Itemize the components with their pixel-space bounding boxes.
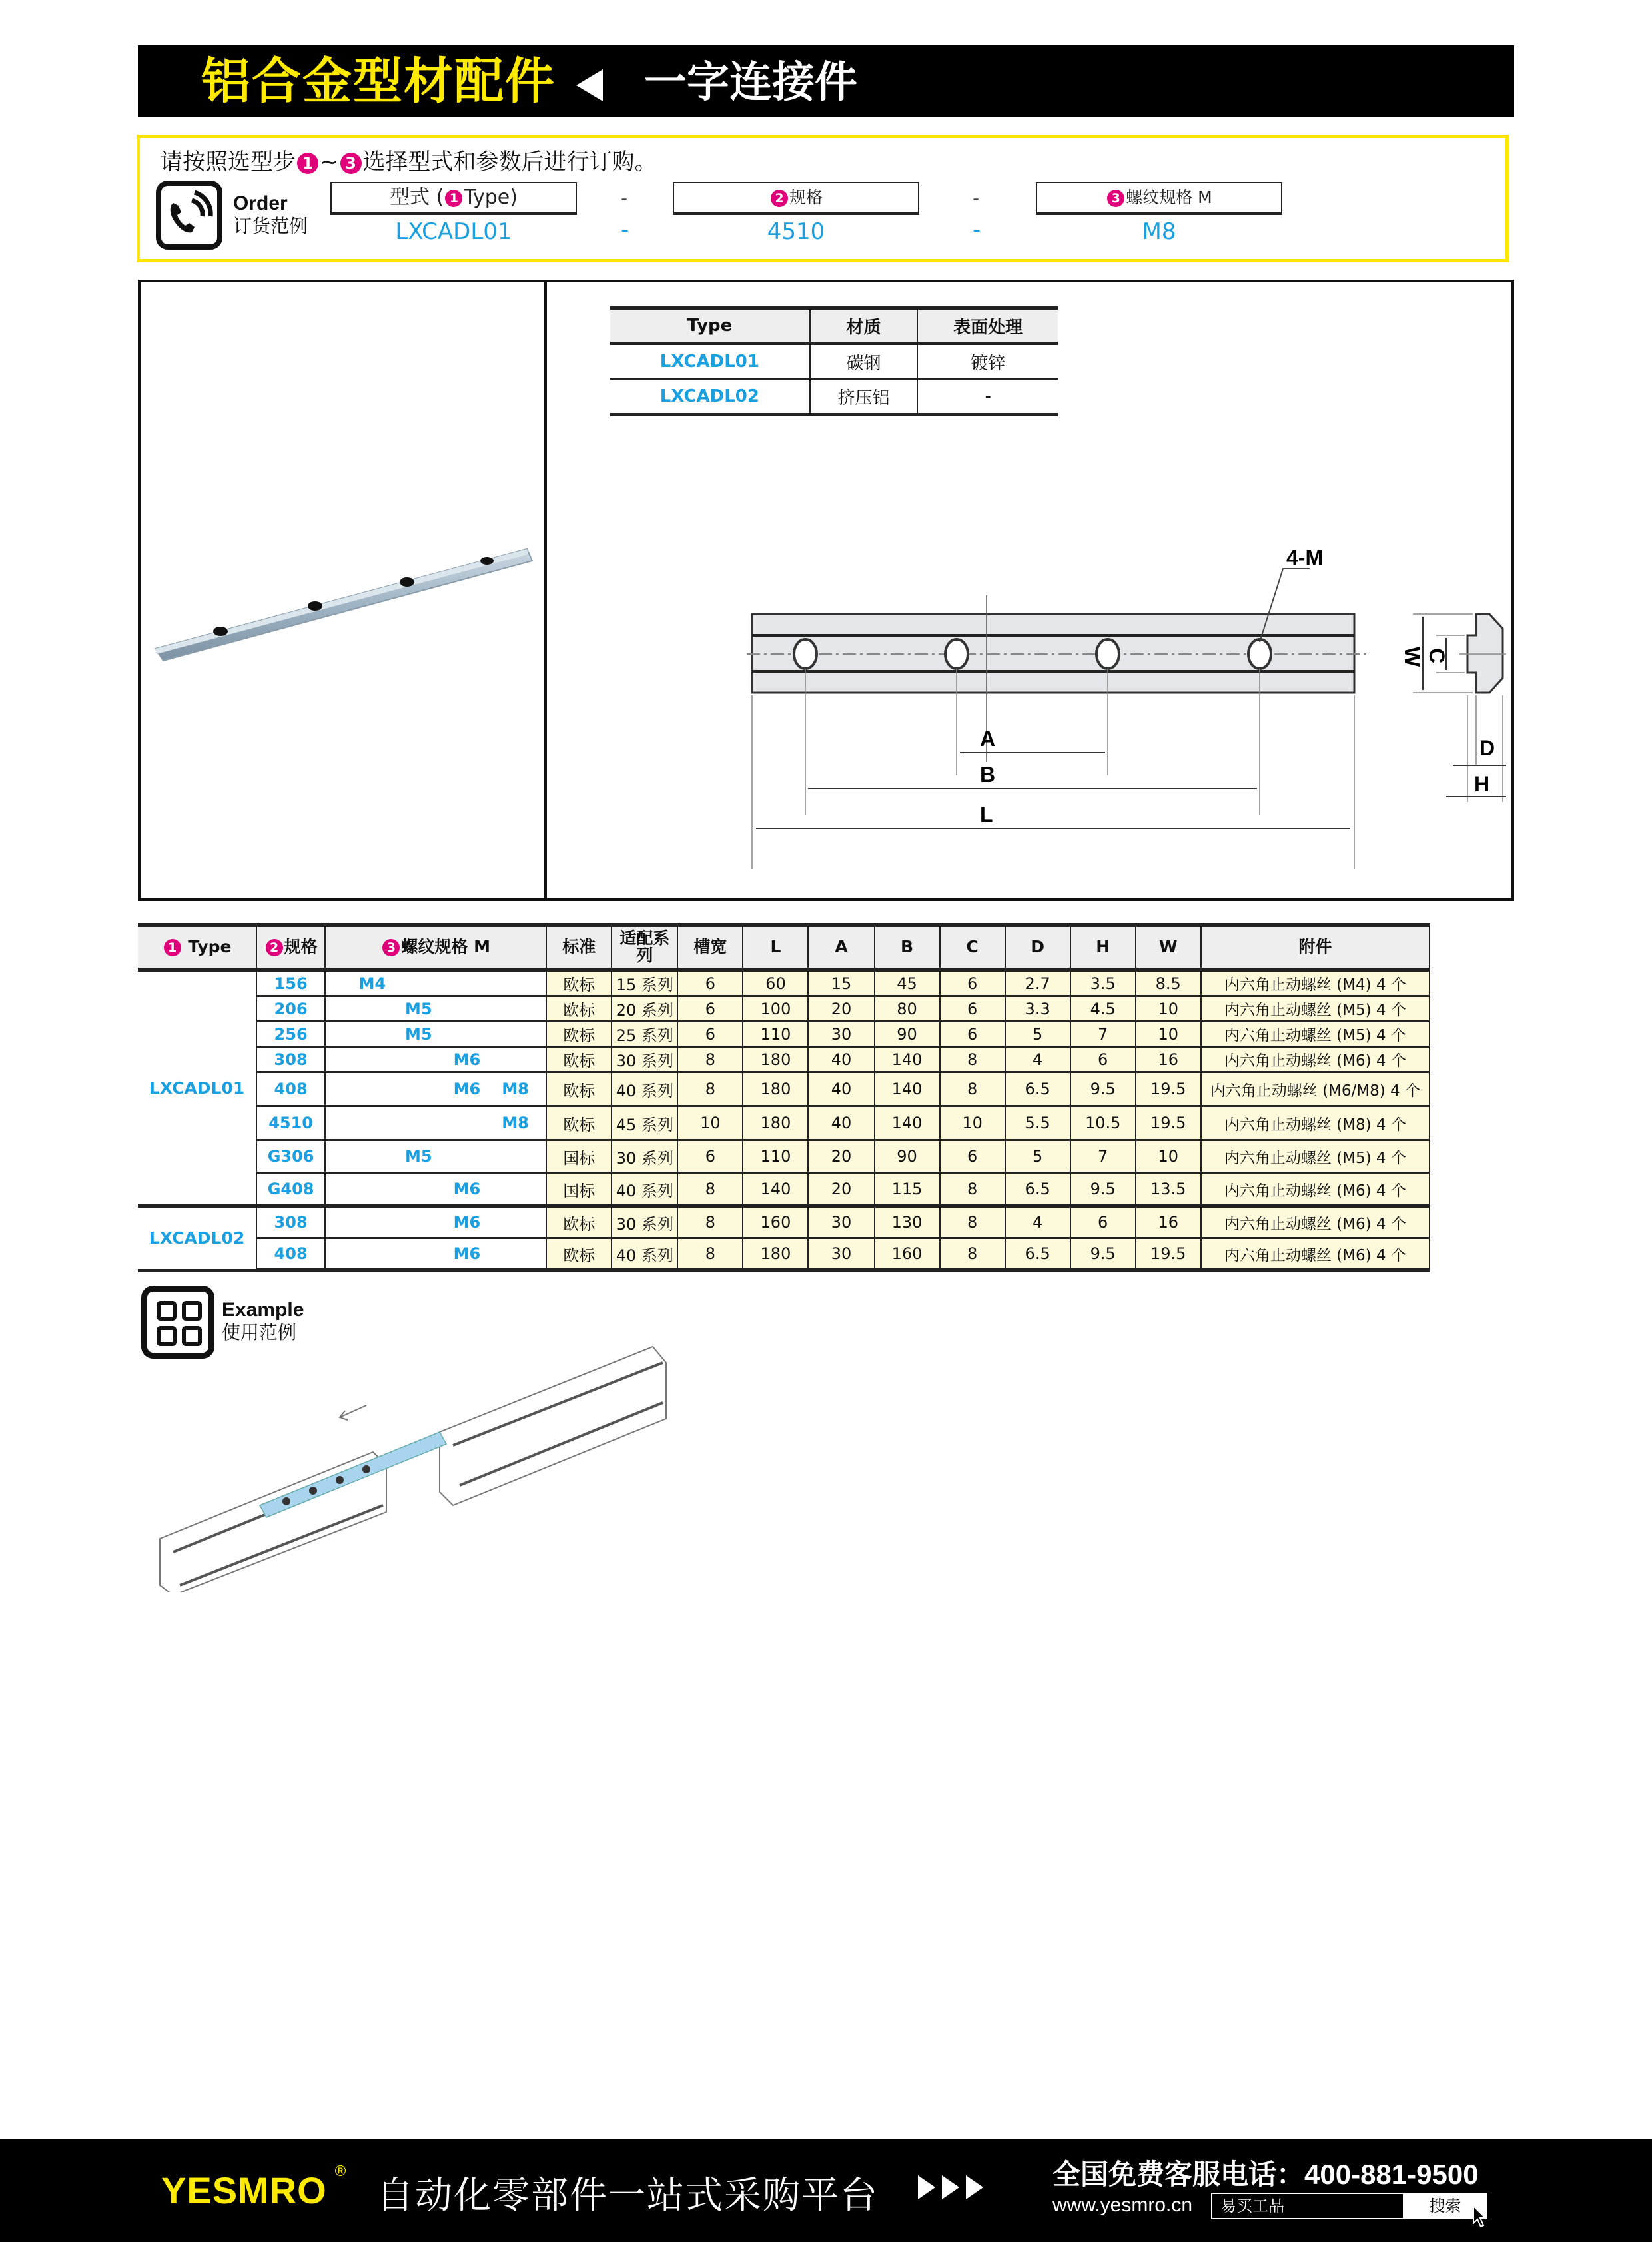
step-3-badge: 3 [340, 153, 362, 174]
A-cell: 40 [808, 1047, 874, 1072]
H-cell: 6 [1070, 1047, 1136, 1072]
C-cell: 8 [940, 1206, 1005, 1238]
thread-cell [325, 1072, 546, 1106]
cursor-icon [1472, 2205, 1488, 2229]
field-label-text: 规格 [789, 188, 823, 207]
step-1-badge: 1 [297, 153, 318, 174]
W-cell: 10 [1136, 996, 1201, 1022]
brand-logo[interactable]: YESMRO [161, 2169, 327, 2211]
W-cell: 8.5 [1136, 970, 1201, 996]
slot-cell: 6 [677, 1140, 743, 1173]
H-cell: 4.5 [1070, 996, 1136, 1022]
A-cell: 30 [808, 1022, 874, 1047]
A-cell: 30 [808, 1238, 874, 1271]
table-row [138, 1106, 1430, 1140]
thread-options [326, 1107, 546, 1139]
standard-cell: 欧标 [546, 1022, 612, 1047]
col-header-accessory: 附件 [1201, 925, 1430, 970]
table-row [138, 1238, 1430, 1271]
H-cell: 9.5 [1070, 1072, 1136, 1106]
hotline-number[interactable]: 400-881-9500 [1304, 2159, 1479, 2190]
example-label-en: Example [222, 1299, 304, 1321]
slot-cell: 8 [677, 1206, 743, 1238]
L-cell: 100 [743, 996, 808, 1022]
thread-options [326, 1023, 546, 1046]
type-cell: LXCADL01 [138, 970, 256, 1206]
W-cell: 16 [1136, 1047, 1201, 1072]
panel-divider [544, 282, 547, 898]
B-cell: 80 [875, 996, 940, 1022]
size-cell: 408 [256, 1238, 325, 1271]
C-cell: 10 [940, 1106, 1005, 1140]
hole [480, 557, 494, 565]
accessory-cell: 内六角止动螺丝 (M4) 4 个 [1201, 970, 1430, 996]
header-text: 螺纹规格 M [401, 936, 490, 956]
W-cell: 19.5 [1136, 1238, 1201, 1271]
slogan: 自动化零部件一站式采购平台 [376, 2174, 879, 2217]
standard-cell: 欧标 [546, 1106, 612, 1140]
H-cell: 3.5 [1070, 970, 1136, 996]
table-row [138, 996, 1430, 1022]
L-cell: 60 [743, 970, 808, 996]
thread-value: M6 [453, 1244, 481, 1263]
table-row [138, 1140, 1430, 1173]
thread-value: M5 [404, 999, 432, 1018]
col-header-w: W [1136, 925, 1201, 970]
material-table [610, 306, 1058, 416]
col-header-size [256, 925, 325, 970]
separator: - [621, 187, 628, 209]
header-text: 规格 [284, 936, 318, 956]
play-triangle-icon [966, 2175, 983, 2199]
D-cell: 5.5 [1005, 1106, 1070, 1140]
size-cell: 206 [256, 996, 325, 1022]
L-cell: 180 [743, 1238, 808, 1271]
thread-cell [325, 996, 546, 1022]
H-cell: 10.5 [1070, 1106, 1136, 1140]
size-cell: 156 [256, 970, 325, 996]
thread-cell [325, 1238, 546, 1271]
W-cell: 19.5 [1136, 1106, 1201, 1140]
thread-field-label [1036, 182, 1282, 215]
hole [1096, 639, 1119, 669]
step-2-badge: 2 [771, 190, 788, 207]
A-cell: 20 [808, 1173, 874, 1206]
cross-section [1467, 614, 1503, 693]
series-cell: 40 系列 [612, 1238, 677, 1271]
series-cell: 30 系列 [612, 1047, 677, 1072]
thread-cell [325, 1173, 546, 1206]
W-cell: 13.5 [1136, 1173, 1201, 1206]
table-row [610, 379, 1058, 415]
slot-cell: 6 [677, 970, 743, 996]
A-cell: 15 [808, 970, 874, 996]
D-cell: 4 [1005, 1206, 1070, 1238]
thread-options [326, 1208, 546, 1237]
thread-value: M8 [1142, 218, 1176, 245]
W-cell: 10 [1136, 1022, 1201, 1047]
A-cell: 40 [808, 1106, 874, 1140]
order-example-box [137, 135, 1509, 262]
L-cell: 180 [743, 1072, 808, 1106]
order-instruction [160, 147, 657, 177]
slot-cell: 10 [677, 1106, 743, 1140]
thread-options [326, 998, 546, 1020]
order-label [233, 192, 308, 238]
col-header-thread [325, 925, 546, 970]
table-row [610, 344, 1058, 380]
slot-cell: 6 [677, 1022, 743, 1047]
thread-cell [325, 1140, 546, 1173]
slot-cell: 8 [677, 1173, 743, 1206]
col-header-series: 适配系列 [612, 925, 677, 970]
col-header-l: L [743, 925, 808, 970]
thread-cell [325, 970, 546, 996]
left-triangle-icon [576, 69, 603, 101]
table-row [138, 1173, 1430, 1206]
dim-label-c: C [1425, 648, 1449, 664]
standard-cell: 欧标 [546, 1047, 612, 1072]
series-cell: 25 系列 [612, 1022, 677, 1047]
size-cell: 308 [256, 1206, 325, 1238]
accessory-cell: 内六角止动螺丝 (M5) 4 个 [1201, 1022, 1430, 1047]
step-1-badge: 1 [445, 190, 462, 207]
B-cell: 45 [875, 970, 940, 996]
standard-cell: 国标 [546, 1173, 612, 1206]
thread-value: M6 [453, 1213, 481, 1232]
thread-options [326, 1141, 546, 1172]
thread-value: M5 [404, 1024, 432, 1044]
footer-banner [0, 2139, 1652, 2242]
slot-cell: 8 [677, 1072, 743, 1106]
accessory-cell: 内六角止动螺丝 (M6) 4 个 [1201, 1238, 1430, 1271]
L-cell: 110 [743, 1140, 808, 1173]
W-cell: 19.5 [1136, 1072, 1201, 1106]
table-row [138, 970, 1430, 996]
hole [1248, 639, 1271, 669]
accessory-cell: 内六角止动螺丝 (M5) 4 个 [1201, 1140, 1430, 1173]
step-3-badge: 3 [1107, 190, 1124, 207]
product-photo [147, 482, 540, 682]
A-cell: 40 [808, 1072, 874, 1106]
size-cell: G306 [256, 1140, 325, 1173]
page-header [138, 45, 1514, 117]
series-cell: 45 系列 [612, 1106, 677, 1140]
series-cell: 30 系列 [612, 1140, 677, 1173]
spec-table [138, 923, 1430, 1272]
B-cell: 90 [875, 1022, 940, 1047]
thread-cell [325, 1106, 546, 1140]
thread-value: M6 [453, 1180, 481, 1198]
table-row [138, 1206, 1430, 1238]
D-cell: 6.5 [1005, 1238, 1070, 1271]
accessory-cell: 内六角止动螺丝 (M6) 4 个 [1201, 1206, 1430, 1238]
type-field-label [330, 182, 577, 215]
B-cell: 140 [875, 1047, 940, 1072]
type-value: LXCADL01 [395, 218, 512, 245]
dim-label-h: H [1474, 772, 1490, 796]
B-cell: 160 [875, 1238, 940, 1271]
accessory-cell: 内六角止动螺丝 (M6) 4 个 [1201, 1173, 1430, 1206]
dim-label-b: B [980, 763, 996, 787]
thread-value: M5 [404, 1147, 432, 1166]
series-cell: 20 系列 [612, 996, 677, 1022]
type-cell: LXCADL02 [138, 1206, 256, 1271]
example-label-cn: 使用范例 [222, 1321, 297, 1343]
dim-label-a: A [980, 727, 996, 751]
col-header-b: B [875, 925, 940, 970]
table-row [138, 1072, 1430, 1106]
product-title: 一字连接件 [644, 58, 857, 107]
D-cell: 4 [1005, 1047, 1070, 1072]
standard-cell: 欧标 [546, 996, 612, 1022]
hole [945, 639, 968, 669]
hole [794, 639, 817, 669]
D-cell: 5 [1005, 1022, 1070, 1047]
thread-options [326, 1073, 546, 1105]
C-cell: 6 [940, 996, 1005, 1022]
B-cell: 140 [875, 1072, 940, 1106]
H-cell: 7 [1070, 1022, 1136, 1047]
C-cell: 8 [940, 1173, 1005, 1206]
instruction-text: 请按照选型步 [160, 149, 296, 175]
usage-illustration [147, 1339, 673, 1592]
series-cell: 30 系列 [612, 1206, 677, 1238]
product-panel [138, 280, 1514, 901]
technical-drawing [567, 536, 1506, 895]
series-cell: 40 系列 [612, 1173, 677, 1206]
website-link[interactable]: www.yesmro.cn [1052, 2194, 1193, 2216]
finish-cell: - [917, 379, 1058, 415]
type-cell: LXCADL02 [610, 379, 810, 415]
dim-label-d: D [1479, 736, 1495, 760]
order-label-cn: 订货范例 [233, 215, 308, 237]
step-2-badge: 2 [266, 939, 283, 956]
finish-cell: 镀锌 [917, 344, 1058, 380]
dim-label-w: W [1400, 647, 1424, 667]
standard-cell: 欧标 [546, 970, 612, 996]
B-cell: 140 [875, 1106, 940, 1140]
slot-cell: 6 [677, 996, 743, 1022]
A-cell: 20 [808, 1140, 874, 1173]
H-cell: 7 [1070, 1140, 1136, 1173]
hotline [1052, 2153, 1479, 2193]
size-field-label [673, 182, 919, 215]
material-cell: 挤压铝 [810, 379, 918, 415]
W-cell: 16 [1136, 1206, 1201, 1238]
standard-cell: 欧标 [546, 1072, 612, 1106]
B-cell: 90 [875, 1140, 940, 1173]
thread-options [326, 1239, 546, 1268]
D-cell: 5 [1005, 1140, 1070, 1173]
C-cell: 6 [940, 970, 1005, 996]
accessory-cell: 内六角止动螺丝 (M6) 4 个 [1201, 1047, 1430, 1072]
A-cell: 30 [808, 1206, 874, 1238]
H-cell: 9.5 [1070, 1173, 1136, 1206]
size-cell: 256 [256, 1022, 325, 1047]
size-cell: 308 [256, 1047, 325, 1072]
W-cell: 10 [1136, 1140, 1201, 1173]
registered-mark: ® [333, 2163, 348, 2180]
thread-cell [325, 1022, 546, 1047]
type-cell: LXCADL01 [610, 344, 810, 380]
standard-cell: 国标 [546, 1140, 612, 1173]
D-cell: 2.7 [1005, 970, 1070, 996]
field-label-text: 型式 ( [390, 186, 444, 209]
separator: - [973, 216, 981, 243]
slot-cell: 8 [677, 1047, 743, 1072]
header-text: Type [188, 936, 232, 956]
search-button[interactable]: 搜索 [1403, 2194, 1487, 2218]
category-title: 铝合金型材配件 [201, 53, 556, 110]
table-row [138, 1022, 1430, 1047]
L-cell: 160 [743, 1206, 808, 1238]
standard-cell: 欧标 [546, 1206, 612, 1238]
holes-label: 4-M [1286, 546, 1324, 569]
hole [400, 577, 414, 587]
thread-options [326, 1048, 546, 1071]
D-cell: 6.5 [1005, 1173, 1070, 1206]
L-cell: 140 [743, 1173, 808, 1206]
table-row [138, 1047, 1430, 1072]
thread-value: M8 [502, 1114, 529, 1132]
phone-icon [156, 181, 222, 250]
hole [213, 627, 228, 636]
step-3-badge: 3 [382, 939, 400, 956]
direction-arrow-icon [340, 1405, 366, 1420]
size-cell: G408 [256, 1173, 325, 1206]
separator: - [621, 216, 629, 243]
example-label [222, 1299, 304, 1344]
step-1-badge: 1 [164, 939, 181, 956]
thread-options [326, 972, 546, 995]
col-header-h: H [1070, 925, 1136, 970]
slot-cell: 8 [677, 1238, 743, 1271]
accessory-cell: 内六角止动螺丝 (M6/M8) 4 个 [1201, 1072, 1430, 1106]
col-header: Type [610, 308, 810, 344]
D-cell: 3.3 [1005, 996, 1070, 1022]
thread-value: M4 [358, 974, 386, 993]
separator: - [973, 187, 980, 209]
hole [308, 601, 322, 611]
A-cell: 20 [808, 996, 874, 1022]
B-cell: 115 [875, 1173, 940, 1206]
search-input[interactable]: 易买工品 [1220, 2197, 1284, 2215]
standard-cell: 欧标 [546, 1238, 612, 1271]
size-cell: 4510 [256, 1106, 325, 1140]
size-value: 4510 [767, 218, 825, 245]
col-header-c: C [940, 925, 1005, 970]
accessory-cell: 内六角止动螺丝 (M8) 4 个 [1201, 1106, 1430, 1140]
material-cell: 碳钢 [810, 344, 918, 380]
series-cell: 15 系列 [612, 970, 677, 996]
H-cell: 6 [1070, 1206, 1136, 1238]
thread-options [326, 1174, 546, 1204]
hotline-label: 全国免费客服电话： [1052, 2158, 1305, 2191]
order-label-en: Order [233, 192, 288, 214]
instruction-text: 选择型式和参数后进行订购。 [362, 149, 657, 175]
col-header-standard: 标准 [546, 925, 612, 970]
field-label-text: Type) [464, 186, 518, 209]
dim-label-l: L [980, 803, 993, 827]
C-cell: 8 [940, 1072, 1005, 1106]
play-triangle-icon [918, 2175, 935, 2199]
col-header: 材质 [810, 308, 918, 344]
col-header-type [138, 925, 256, 970]
thread-cell [325, 1047, 546, 1072]
C-cell: 8 [940, 1047, 1005, 1072]
thread-cell [325, 1206, 546, 1238]
L-cell: 110 [743, 1022, 808, 1047]
col-header-d: D [1005, 925, 1070, 970]
col-header: 表面处理 [917, 308, 1058, 344]
L-cell: 180 [743, 1106, 808, 1140]
C-cell: 8 [940, 1238, 1005, 1271]
C-cell: 6 [940, 1140, 1005, 1173]
series-cell: 40 系列 [612, 1072, 677, 1106]
D-cell: 6.5 [1005, 1072, 1070, 1106]
col-header-slot: 槽宽 [677, 925, 743, 970]
L-cell: 180 [743, 1047, 808, 1072]
field-label-text: 螺纹规格 M [1126, 188, 1212, 207]
C-cell: 6 [940, 1022, 1005, 1047]
play-triangle-icon [942, 2175, 959, 2199]
H-cell: 9.5 [1070, 1238, 1136, 1271]
col-header-a: A [808, 925, 874, 970]
size-cell: 408 [256, 1072, 325, 1106]
instruction-tilde: ~ [320, 149, 339, 175]
thread-value: M8 [502, 1080, 529, 1098]
thread-value: M6 [453, 1050, 481, 1069]
B-cell: 130 [875, 1206, 940, 1238]
accessory-cell: 内六角止动螺丝 (M5) 4 个 [1201, 996, 1430, 1022]
thread-value: M6 [453, 1080, 481, 1098]
search-bar [1211, 2193, 1487, 2219]
